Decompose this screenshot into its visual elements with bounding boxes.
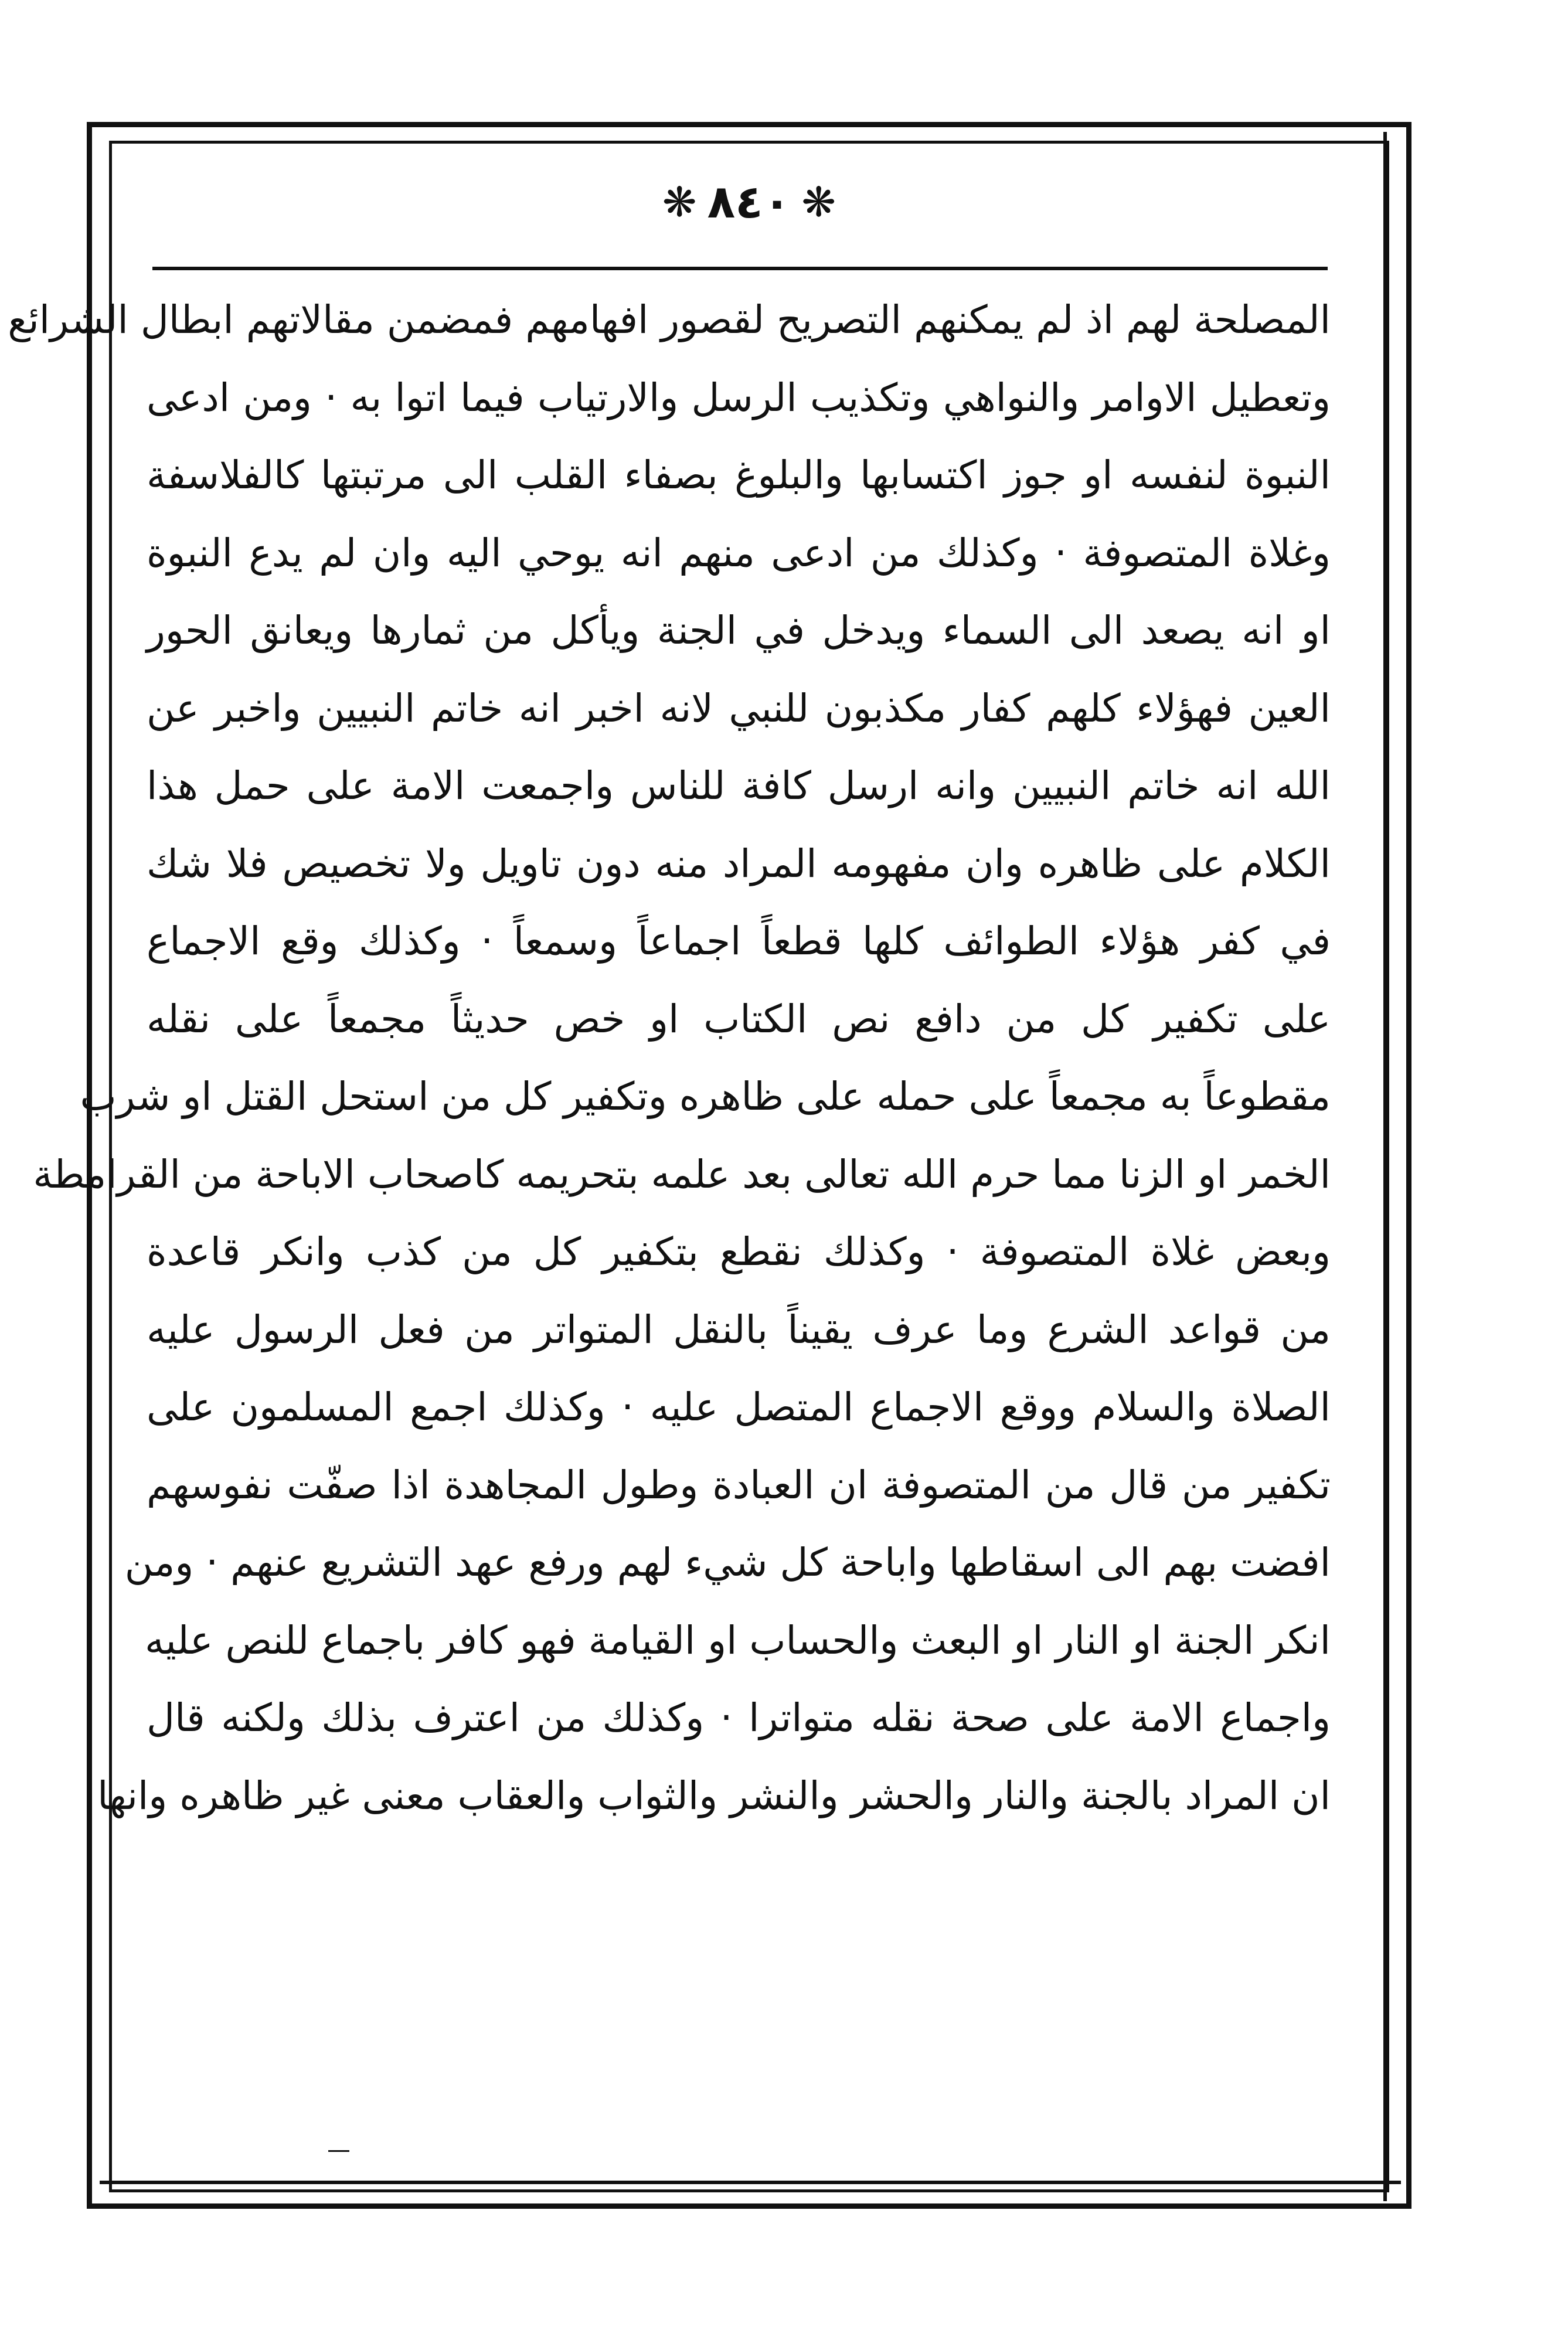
text-line: واجماع الامة على صحة نقله متواترا · وكذلك من اعترف بذلك ولكنه قال (147, 1695, 1331, 1740)
header-rule (152, 267, 1328, 270)
right-border-rule (1383, 132, 1387, 2201)
text-line: مقطوعاً به مجمعاً على حمله على ظاهره وتكفير كل من استحل القتل او شرب (80, 1074, 1331, 1119)
text-line: وبعض غلاة المتصوفة · وكذلك نقطع بتكفير كل من كذب وانكر قاعدة (147, 1229, 1331, 1274)
text-line: المصلحة لهم اذ لم يمكنهم التصريح لقصور افهامهم فمضمن مقالاتهم ابطال الشرائع (8, 297, 1331, 342)
text-line: الله انه خاتم النبيين وانه ارسل كافة للناس واجمعت الامة على حمل هذا (147, 763, 1331, 808)
text-line: الخمر او الزنا مما حرم الله تعالى بعد علمه بتحريمه كاصحاب الاباحة من القرامطة (33, 1151, 1331, 1197)
text-line: الكلام على ظاهره وان مفهومه المراد منه دون تاويل ولا تخصيص فلا شك (147, 841, 1331, 886)
text-line: من قواعد الشرع وما عرف يقيناً بالنقل المتواتر من فعل الرسول عليه (147, 1307, 1331, 1352)
text-line: على تكفير كل من دافع نص الكتاب او خص حديثاً مجمعاً على نقله (147, 996, 1331, 1042)
page-number: ٨٤٠ (707, 176, 791, 229)
text-line: وتعطيل الاوامر والنواهي وتكذيب الرسل والارتياب فيما اتوا به · ومن ادعى (147, 375, 1331, 420)
text-line: او انه يصعد الى السماء ويدخل في الجنة ويأكل من ثمارها ويعانق الحور (147, 608, 1331, 653)
text-line: تكفير من قال من المتصوفة ان العبادة وطول المجاهدة اذا صفّت نفوسهم (147, 1462, 1331, 1508)
text-line: انكر الجنة او النار او البعث والحساب او القيامة فهو كافر باجماع للنص عليه (144, 1617, 1331, 1663)
text-line: ان المراد بالجنة والنار والحشر والنشر والثواب والعقاب معنى غير ظاهره وانها (97, 1773, 1331, 1818)
catchword-tick (328, 2150, 349, 2152)
text-line: وغلاة المتصوفة · وكذلك من ادعى منهم انه يوحي اليه وان لم يدع النبوة (147, 530, 1331, 576)
page-header (109, 164, 1389, 240)
text-line: الصلاة والسلام ووقع الاجماع المتصل عليه · وكذلك اجمع المسلمون على (147, 1385, 1331, 1430)
ornament-right-icon: ❋ (801, 178, 836, 226)
text-line: العين فهؤلاء كلهم كفار مكذبون للنبي لانه اخبر انه خاتم النبيين واخبر عن (147, 685, 1331, 731)
bottom-border-rule (100, 2181, 1401, 2184)
body-text (8, 281, 1331, 2148)
text-line: في كفر هؤلاء الطوائف كلها قطعاً اجماعاً وسمعاً · وكذلك وقع الاجماع (147, 919, 1331, 964)
text-line: افضت بهم الى اسقاطها واباحة كل شيء لهم ورفع عهد التشريع عنهم · ومن (124, 1540, 1331, 1585)
ornament-left-icon: ❋ (662, 178, 697, 226)
text-line: النبوة لنفسه او جوز اكتسابها والبلوغ بصفاء القلب الى مرتبتها كالفلاسفة (147, 453, 1331, 498)
